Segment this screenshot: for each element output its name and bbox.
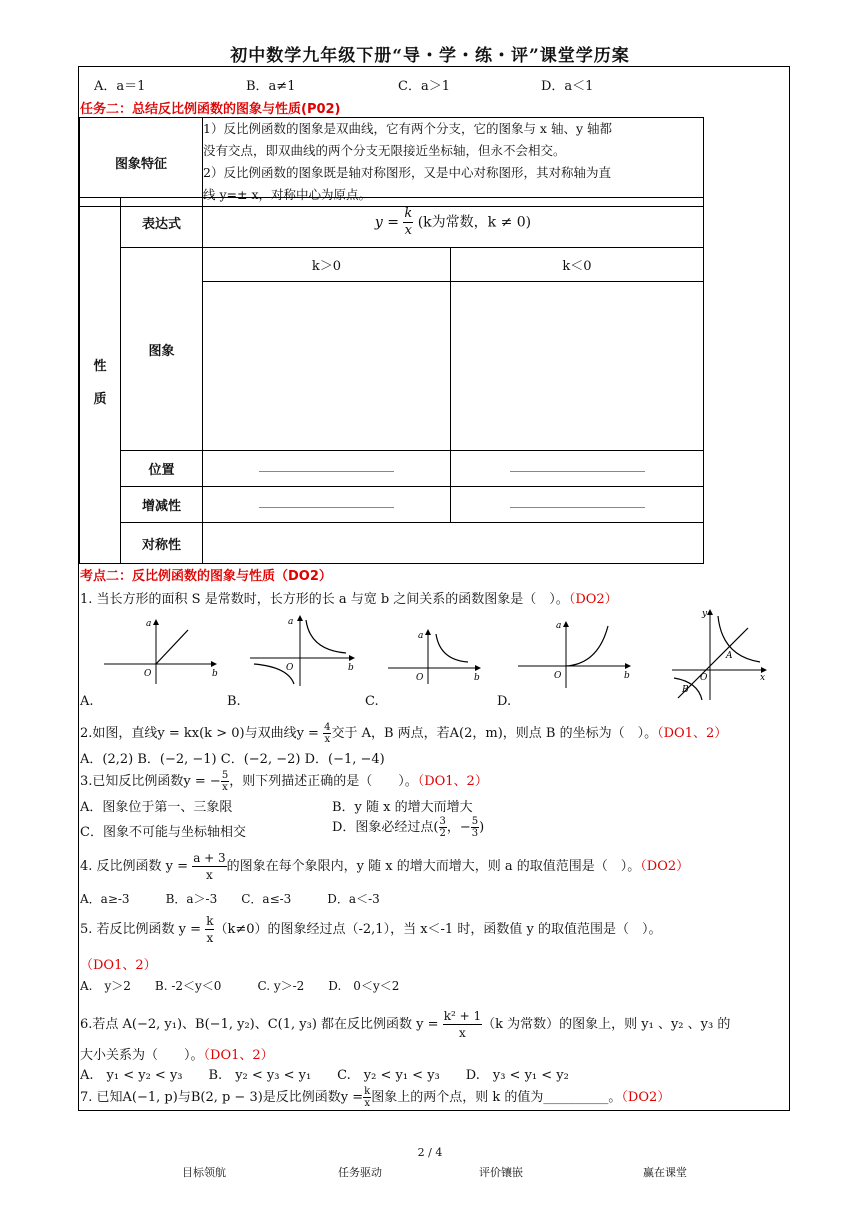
q1-option-c: C. (365, 694, 379, 709)
expression-condition: (k为常数，k ≠ 0) (417, 214, 532, 231)
q6-line2 (80, 1044, 274, 1063)
monotonic-blank-1[interactable] (259, 506, 394, 508)
q3-optd-frac1 (439, 816, 447, 839)
monotonic-label: 增减性 (121, 487, 203, 523)
q2fig-axis-x: x (760, 673, 766, 683)
q1-line (80, 588, 618, 607)
q1a-origin: O (144, 669, 152, 679)
q3-tag: （DO1、2） (417, 774, 488, 789)
k-negative-header: k＜0 (451, 248, 704, 282)
q1-text: 1. 当长方形的面积 S 是常数时，长方形的长 a 与宽 b 之间关系的函数图象是（ ）。 (80, 592, 569, 607)
q1c-axis-b: b (474, 673, 480, 683)
position-blank-2[interactable] (510, 470, 645, 472)
q3-option-a: A．图象位于第一、三象限 (80, 800, 233, 815)
q1d-axis-b: b (624, 671, 630, 681)
q6-line2-text: 大小关系为（ ）。 (80, 1048, 204, 1063)
k-positive-graph-area (203, 282, 451, 451)
q3-option-d (332, 816, 484, 839)
q1-graph-d (516, 618, 636, 690)
q7-text: 7. 已知A(−1, p)与B(2, p − 3)是反比例函数y = (80, 1090, 364, 1105)
q1-tag: （DO2） (568, 592, 618, 607)
q1b-origin: O (286, 663, 294, 673)
q6-line (80, 1008, 730, 1041)
q6-fraction (443, 1008, 482, 1041)
top-option-a: A．a＝1 (94, 79, 146, 94)
page-number: 2 / 4 (417, 1146, 443, 1159)
top-option-c: C．a＞1 (398, 79, 450, 94)
q2-tag: （DO1、2） (657, 726, 728, 741)
q6-frac-num: k² + 1 (443, 1009, 482, 1023)
monotonic-blank-2[interactable] (510, 506, 645, 508)
q3-optd-den1: 2 (439, 828, 446, 839)
feature-text (203, 118, 704, 207)
feature-line-4: 线 y=± x，对称中心为原点。 (203, 187, 372, 202)
feature-table (79, 117, 704, 207)
position-k-positive (203, 451, 451, 487)
q7-text2: 图象上的两个点，则 k 的值为__________。 (371, 1090, 622, 1105)
q3-optd-frac2 (471, 816, 479, 839)
position-k-negative (451, 451, 704, 487)
q7-line (80, 1086, 670, 1109)
k-negative-graph-area (451, 282, 704, 451)
q3-text: 3.已知反比例函数y = − (80, 774, 221, 789)
symmetry-label: 对称性 (121, 523, 203, 564)
q1-option-a: A. (80, 694, 94, 709)
task2-title: 任务二：总结反比例函数的图象与性质(P02) (80, 102, 341, 117)
q7-tag: （DO2） (621, 1090, 671, 1105)
q5-text2: （k≠0）的图象经过点（-2,1），当 x＜-1 时，函数值 y 的取值范围是（ ）。 (214, 922, 662, 937)
q2-options: A．(2,2) B．(−2, −1) C．(−2, −2) D．(−1, −4) (80, 752, 385, 767)
q1-option-b: B. (227, 694, 241, 709)
q3-optd-num1: 3 (439, 816, 446, 827)
q4-line (80, 850, 689, 883)
top-option-d: D．a＜1 (541, 79, 594, 94)
q1c-axis-a: a (418, 631, 424, 641)
q3-option-c: C．图象不可能与坐标轴相交 (80, 825, 246, 840)
graph-label: 图象 (121, 248, 203, 451)
q3-fraction (221, 770, 229, 793)
k-positive-header: k＞0 (203, 248, 451, 282)
q5-tag: （DO1、2） (80, 958, 157, 973)
page-title: 初中数学九年级下册“导・学・练・评”课堂学历案 (230, 46, 630, 66)
q3-optd-num2: 5 (471, 816, 479, 827)
kaodian2-title: 考点二：反比例函数的图象与性质（DO2） (80, 569, 332, 584)
monotonic-k-positive (203, 487, 451, 523)
q3-optd-text: D．图象必经过点( (332, 820, 439, 835)
q3-optd-den2: 3 (471, 828, 479, 839)
footer-item-1: 目标领航 (182, 1166, 226, 1179)
properties-label (80, 198, 121, 564)
q1b-axis-b: b (348, 663, 354, 673)
footer-item-3: 评价镶嵌 (479, 1166, 523, 1179)
properties-table (79, 197, 704, 564)
q4-text: 4. 反比例函数 y = (80, 859, 189, 874)
q3-text2: ，则下列描述正确的是（ ）。 (229, 774, 418, 789)
q4-frac-den: x (206, 868, 213, 882)
expression-formula (203, 198, 704, 248)
q2-frac-num: 4 (324, 722, 331, 733)
q2fig-point-a: A (726, 651, 733, 661)
q1d-axis-a: a (556, 621, 562, 631)
q1c-origin: O (416, 673, 424, 683)
q2-frac-den: x (324, 734, 331, 745)
monotonic-k-negative (451, 487, 704, 523)
q6-text: 6.若点 A(−2, y₁)、B(−1, y₂)、C(1, y₃) 都在反比例函数 y = (80, 1017, 439, 1032)
feature-line-3: 2）反比例函数的图象既是轴对称图形，又是中心对称图形，其对称轴为直 (203, 165, 611, 180)
expression-label: 表达式 (121, 198, 203, 248)
q1-graph-c (386, 628, 486, 688)
q5-frac-den: x (206, 931, 214, 945)
position-blank-1[interactable] (259, 470, 394, 472)
q7-frac-num: k (364, 1086, 371, 1097)
expression-numerator: k (404, 206, 413, 221)
q3-optd-mid: ，− (446, 820, 471, 835)
q2fig-axis-y: y (702, 609, 708, 619)
q6-frac-den: x (459, 1026, 466, 1040)
q1-graph-b (248, 612, 358, 688)
q6-text2: （k 为常数）的图象上，则 y₁ 、y₂ 、y₃ 的 (482, 1017, 731, 1032)
expression-y: y = (374, 214, 399, 231)
q6-options: A. y₁ < y₂ < y₃ B. y₂ < y₃ < y₁ C. y₂ < y₁ < y₃ D. y₃ < y₁ < y₂ (80, 1068, 569, 1083)
q5-options: A. y＞2 B. -2＜y＜0 C. y＞-2 D. 0＜y＜2 (80, 979, 400, 993)
q5-text: 5. 若反比例函数 y = (80, 922, 202, 937)
feature-label: 图象特征 (80, 118, 203, 207)
q6-tag: （DO1、2） (203, 1048, 274, 1063)
q1a-axis-b: b (212, 669, 218, 679)
q4-frac-num: a + 3 (193, 851, 226, 865)
q4-text2: 的图象在每个象限内，y 随 x 的增大而增大，则 a 的取值范围是（ ）。 (226, 859, 641, 874)
footer-item-2: 任务驱动 (338, 1166, 382, 1179)
feature-line-1: 1）反比例函数的图象是双曲线，它有两个分支，它的图象与 x 轴、y 轴都 (203, 121, 612, 136)
q3-optd-end: ) (479, 820, 485, 835)
q2-line (80, 722, 727, 745)
q4-tag: （DO2） (640, 859, 690, 874)
q3-frac-den: x (222, 782, 228, 793)
q1b-axis-a: a (288, 617, 294, 627)
q3-line (80, 770, 488, 793)
q3-option-b: B．y 随 x 的增大而增大 (332, 800, 473, 815)
q5-line (80, 913, 661, 946)
feature-line-2: 没有交点，即双曲线的两个分支无限接近坐标轴，但永不会相交。 (203, 143, 566, 158)
symmetry-answer[interactable] (203, 523, 704, 564)
q7-frac-den: x (364, 1098, 371, 1109)
expression-denominator: x (404, 223, 412, 238)
properties-label-1: 性 (93, 358, 107, 374)
q1-graph-a (100, 616, 220, 686)
q5-frac-num: k (206, 914, 214, 928)
q2fig-origin: O (700, 673, 708, 683)
top-option-b: B．a≠1 (246, 79, 296, 94)
q4-options: A．a≥-3 B．a＞-3 C．a≤-3 D．a＜-3 (80, 892, 380, 906)
q1a-axis-a: a (146, 619, 152, 629)
q1-option-d: D. (497, 694, 512, 709)
q2fig-point-b: B (682, 685, 689, 695)
q1d-origin: O (554, 671, 562, 681)
q3-frac-num: 5 (221, 770, 229, 781)
q2-text: 2.如图，直线y = kx(k > 0)与双曲线y = (80, 726, 324, 741)
q2-text2: 交于 A，B 两点，若A(2，m)，则点 B 的坐标为（ ）。 (331, 726, 658, 741)
q4-fraction (192, 850, 226, 883)
properties-label-2: 质 (93, 391, 107, 407)
expression-fraction (403, 206, 413, 239)
position-label: 位置 (121, 451, 203, 487)
footer-item-4: 赢在课堂 (643, 1166, 687, 1179)
q2-figure (670, 606, 770, 702)
